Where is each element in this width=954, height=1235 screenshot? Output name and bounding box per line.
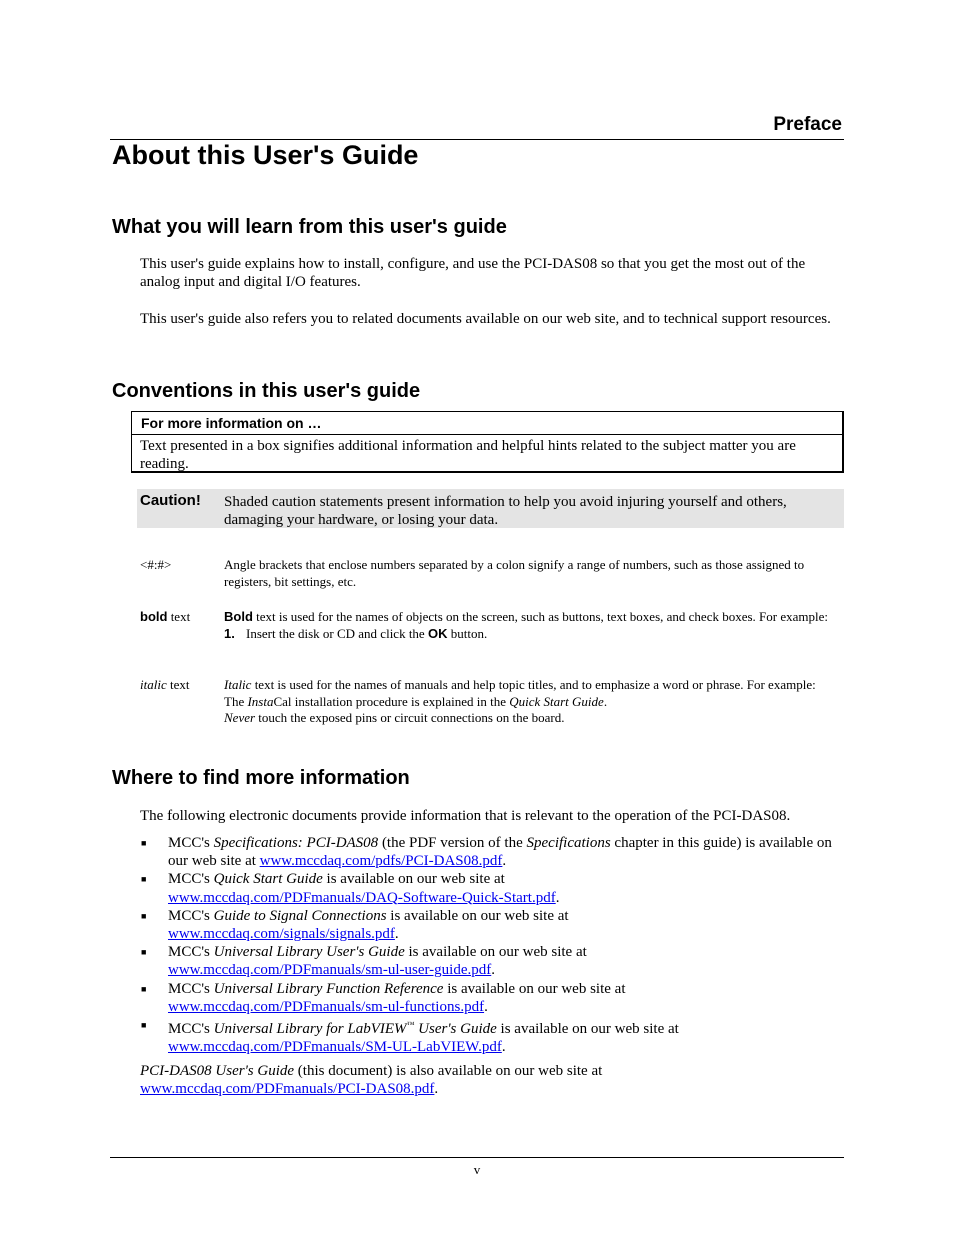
specifications-link[interactable]: www.mccdaq.com/pdfs/PCI-DAS08.pdf <box>259 853 503 870</box>
learn-paragraph-1: This user's guide explains how to install, configure, and use the PCI-DAS08 so that you get the most out of the analog input and digital I/O features. <box>140 256 806 290</box>
info-box-text: Text presented in a box signifies additional information and helpful hints related to the subject matter you are reading. <box>140 438 796 472</box>
trademark-symbol: ™ <box>406 1020 415 1030</box>
italic-ex1-cal: Cal installation procedure is explained in the <box>273 693 510 709</box>
list-item: ■ MCC's Specifications: PCI-DAS08 (the PDF version of the Specifications chapter in this guide) is available on our web site at www.mccdaq.com/pdfs/PCI-DAS08.pdf. <box>141 835 832 870</box>
list-item: ■ MCC's Quick Start Guide is available on our web site at www.mccdaq.com/PDFmanuals/DAQ-Software-Quick-Start.pdf. <box>141 871 560 906</box>
list-item: ■ MCC's Guide to Signal Connections is available on our web site at www.mccdaq.com/signals/signals.pdf. <box>141 907 569 943</box>
info-box-divider <box>132 434 842 435</box>
bullet-icon: ■ <box>141 1020 147 1031</box>
bold-term-word: bold <box>140 609 168 624</box>
closing-paragraph: PCI-DAS08 User's Guide (this document) is also available on our web site at www.mccdaq.com/PDFmanuals/PCI-DAS08.pdf. <box>140 1063 603 1097</box>
convention-desc-italic <box>224 677 844 727</box>
user-guide-link[interactable]: www.mccdaq.com/PDFmanuals/PCI-DAS08.pdf <box>140 1081 435 1097</box>
bullet-icon: ■ <box>141 874 147 885</box>
bullet-icon: ■ <box>141 838 147 848</box>
caution-box <box>137 489 844 528</box>
ul-user-guide-link[interactable]: www.mccdaq.com/PDFmanuals/sm-ul-user-guide.pdf <box>168 962 492 979</box>
documents-list <box>140 834 850 1056</box>
italic-ex1-insta: Insta <box>247 693 274 709</box>
convention-desc-bold <box>224 609 844 642</box>
list-item: ■ MCC's Universal Library for LabVIEW™ User's Guide is available on our web site at www.mccdaq.com/PDFmanuals/SM-UL-LabVIEW.pdf. <box>140 1016 850 1056</box>
bold-example-post: button. <box>447 625 488 641</box>
caution-label: Caution! <box>140 492 201 509</box>
caution-text: Shaded caution statements present information to help you avoid injuring yourself and others, damaging your hardware, or losing your data. <box>224 494 787 528</box>
italic-ex1-guide: Quick Start Guide <box>509 693 604 709</box>
heading-where-to-find: Where to find more information <box>112 767 410 789</box>
list-item: ■ MCC's Universal Library Function Reference is available on our web site at www.mccdaq.com/PDFmanuals/sm-ul-functions.pdf. <box>141 980 626 1015</box>
bold-desc-rest: text is used for the names of objects on the screen, such as buttons, text boxes, and check boxes. For example: <box>252 609 828 624</box>
section-label: Preface <box>773 114 842 135</box>
bullet-icon: ■ <box>141 983 147 994</box>
ul-functions-link[interactable]: www.mccdaq.com/PDFmanuals/sm-ul-functions.pdf <box>168 998 485 1015</box>
page-number: v <box>473 1162 481 1177</box>
italic-ex1-post: . <box>603 693 608 709</box>
convention-term-bold <box>140 609 190 626</box>
italic-term-word: italic <box>140 677 167 692</box>
bold-term-rest: text <box>167 609 191 624</box>
convention-term-italic <box>140 677 189 694</box>
list-item: ■ MCC's Universal Library User's Guide is available on our web site at www.mccdaq.com/PDFmanuals/sm-ul-user-guide.pdf. <box>141 944 587 979</box>
signals-link[interactable]: www.mccdaq.com/signals/signals.pdf <box>168 926 395 943</box>
info-box <box>131 411 844 473</box>
bold-example-pre: Insert the disk or CD and click the <box>246 625 428 641</box>
italic-term-rest: text <box>166 677 190 692</box>
footer-rule <box>110 1157 844 1158</box>
bold-example-number: 1. <box>224 625 235 641</box>
italic-ex1-pre: The <box>224 693 248 709</box>
bold-desc-word: Bold <box>224 609 253 624</box>
italic-ex2-rest: touch the exposed pins or circuit connections on the board. <box>255 710 565 725</box>
info-box-title: For more information on … <box>141 415 322 431</box>
convention-term-angle: <#:#> <box>140 557 172 572</box>
convention-desc-angle: Angle brackets that enclose numbers separated by a colon signify a range of numbers, such as those assigned to registers, bit settings, etc. <box>224 557 805 589</box>
italic-desc-rest: text is used for the names of manuals and help topic titles, and to emphasize a word or phrase. For example: <box>251 677 816 692</box>
heading-what-you-will-learn: What you will learn from this user's guide <box>112 216 507 238</box>
ul-labview-link[interactable]: www.mccdaq.com/PDFmanuals/SM-UL-LabVIEW.pdf <box>168 1039 502 1056</box>
page-title: About this User's Guide <box>112 140 419 170</box>
more-intro: The following electronic documents provide information that is relevant to the operation of the PCI-DAS08. <box>140 808 791 824</box>
bullet-icon: ■ <box>141 947 147 958</box>
bullet-icon: ■ <box>141 910 147 921</box>
italic-desc-word: Italic <box>224 677 252 692</box>
bold-example-ok: OK <box>427 625 448 641</box>
learn-paragraph-2: This user's guide also refers you to related documents available on our web site, and to technical support resources. <box>140 311 831 327</box>
italic-ex2-never: Never <box>224 710 256 725</box>
heading-conventions: Conventions in this user's guide <box>112 380 421 402</box>
quick-start-link[interactable]: www.mccdaq.com/PDFmanuals/DAQ-Software-Quick-Start.pdf <box>168 889 556 906</box>
